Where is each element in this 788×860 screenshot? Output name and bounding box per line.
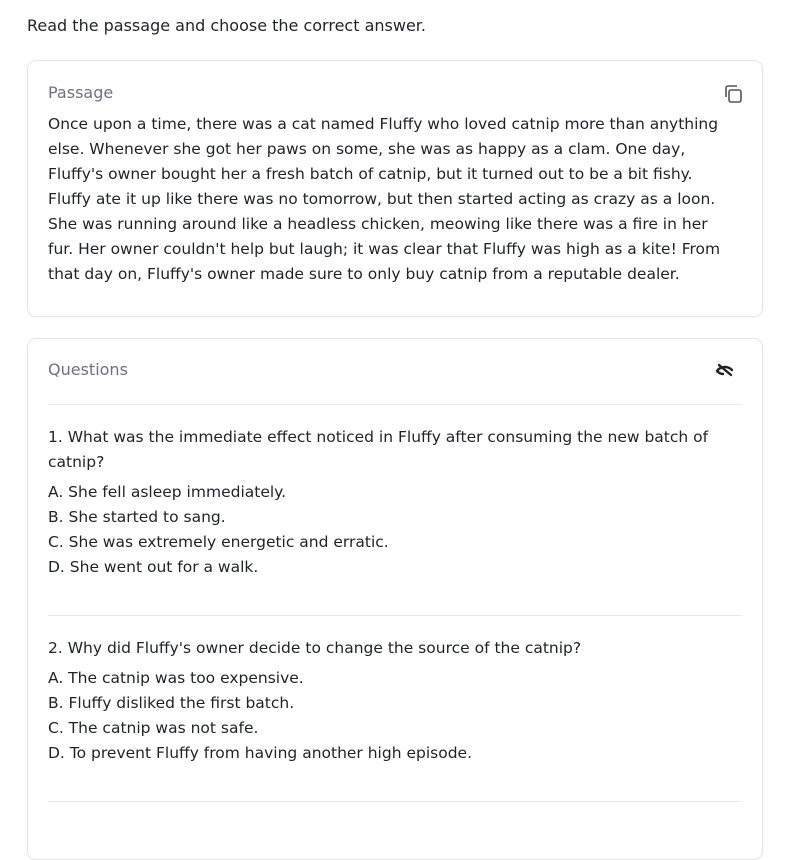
- passage-card: [27, 60, 763, 317]
- option-a[interactable]: A. The catnip was too expensive.: [48, 669, 304, 687]
- questions-card: [27, 338, 763, 860]
- option-b[interactable]: B. She started to sang.: [48, 508, 226, 526]
- divider: [48, 801, 742, 802]
- passage-text: Once upon a time, there was a cat named Fluffy who loved catnip more than anything else. Whenever she got her paws on some, she was as happy as a clam. One day, Fluffy's owner bought her a fresh batch of catnip, but it turned out to be a bit fishy. Fluffy ate it up like there was no tomorrow, but then started acting as crazy as a loon. She was running around like a headless chicken, meowing like there was a fire in her fur. Her owner couldn't help but laugh; it was clear that Fluffy was high as a kite! From that day on, Fluffy's owner made sure to only buy catnip from a reputable dealer.: [48, 115, 721, 283]
- divider: [48, 615, 742, 616]
- question-stem: 2. Why did Fluffy's owner decide to change the source of the catnip?: [48, 639, 582, 657]
- divider: [48, 404, 742, 405]
- option-c[interactable]: C. She was extremely energetic and erratic.: [48, 533, 389, 551]
- instruction-text: Read the passage and choose the correct answer.: [27, 16, 426, 35]
- option-d[interactable]: D. She went out for a walk.: [48, 558, 259, 576]
- copy-icon[interactable]: [722, 83, 744, 105]
- questions-label: Questions: [48, 360, 128, 379]
- question-stem: 1. What was the immediate effect noticed in Fluffy after consuming the new batch of catnip?: [48, 428, 709, 471]
- option-b[interactable]: B. Fluffy disliked the first batch.: [48, 694, 295, 712]
- passage-label: Passage: [48, 83, 114, 102]
- option-d[interactable]: D. To prevent Fluffy from having another high episode.: [48, 744, 472, 762]
- option-a[interactable]: A. She fell asleep immediately.: [48, 483, 287, 501]
- option-c[interactable]: C. The catnip was not safe.: [48, 719, 259, 737]
- eye-off-icon[interactable]: [714, 359, 736, 381]
- question-2: [48, 636, 738, 766]
- question-1: [48, 425, 738, 580]
